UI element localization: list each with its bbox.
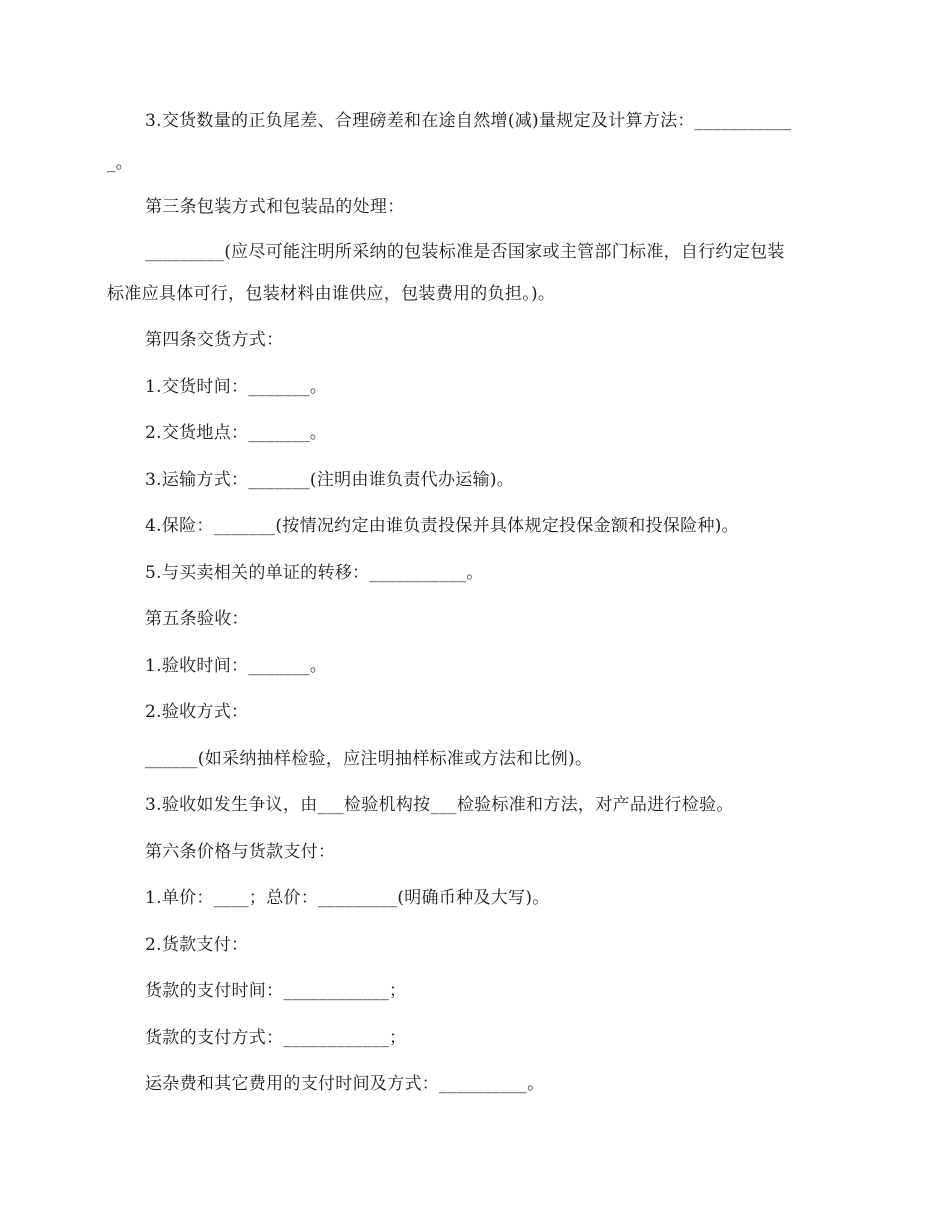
packaging-note: _________(应尽可能注明所采纳的包装标准是否国家或主管部门标准，自行约定包装	[145, 242, 785, 262]
delivery-time: 1.交货时间：_______。	[145, 377, 328, 397]
packaging-note-cont: 标准应具体可行，包装材料由谁供应，包装费用的负担。)。	[107, 284, 556, 304]
payment-method: 货款的支付方式：____________；	[145, 1028, 407, 1048]
payment-heading: 2.货款支付：	[145, 935, 249, 955]
article-4-heading: 第四条交货方式：	[145, 330, 284, 350]
article-6-heading: 第六条价格与货款支付：	[145, 842, 336, 862]
insurance: 4.保险：_______(按情况约定由谁负责投保并具体规定投保金额和投保险种)。	[145, 516, 739, 536]
delivery-place: 2.交货地点：_______。	[145, 423, 328, 443]
inspection-dispute: 3.验收如发生争议，由___检验机构按___检验标准和方法，对产品进行检验。	[145, 795, 734, 815]
inspection-method: 2.验收方式：	[145, 702, 249, 722]
sampling-note: ______(如采纳抽样检验，应注明抽样标准或方法和比例)。	[145, 749, 593, 769]
other-fees-payment: 运杂费和其它费用的支付时间及方式：__________。	[145, 1074, 545, 1094]
transport-method: 3.运输方式：_______(注明由谁负责代办运输)。	[145, 470, 515, 490]
article-3-heading: 第三条包装方式和包装品的处理：	[145, 197, 405, 217]
payment-time: 货款的支付时间：____________；	[145, 981, 407, 1001]
clause-3-quantity-tolerance-cont: _。	[107, 153, 134, 173]
article-5-heading: 第五条验收：	[145, 609, 249, 629]
inspection-time: 1.验收时间：_______。	[145, 656, 328, 676]
unit-and-total-price: 1.单价：____；总价：_________(明确币种及大写)。	[145, 888, 550, 908]
clause-3-quantity-tolerance: 3.交货数量的正负尾差、合理磅差和在途自然增(减)量规定及计算方法：___________	[145, 111, 792, 131]
document-transfer: 5.与买卖相关的单证的转移：___________。	[145, 563, 484, 583]
